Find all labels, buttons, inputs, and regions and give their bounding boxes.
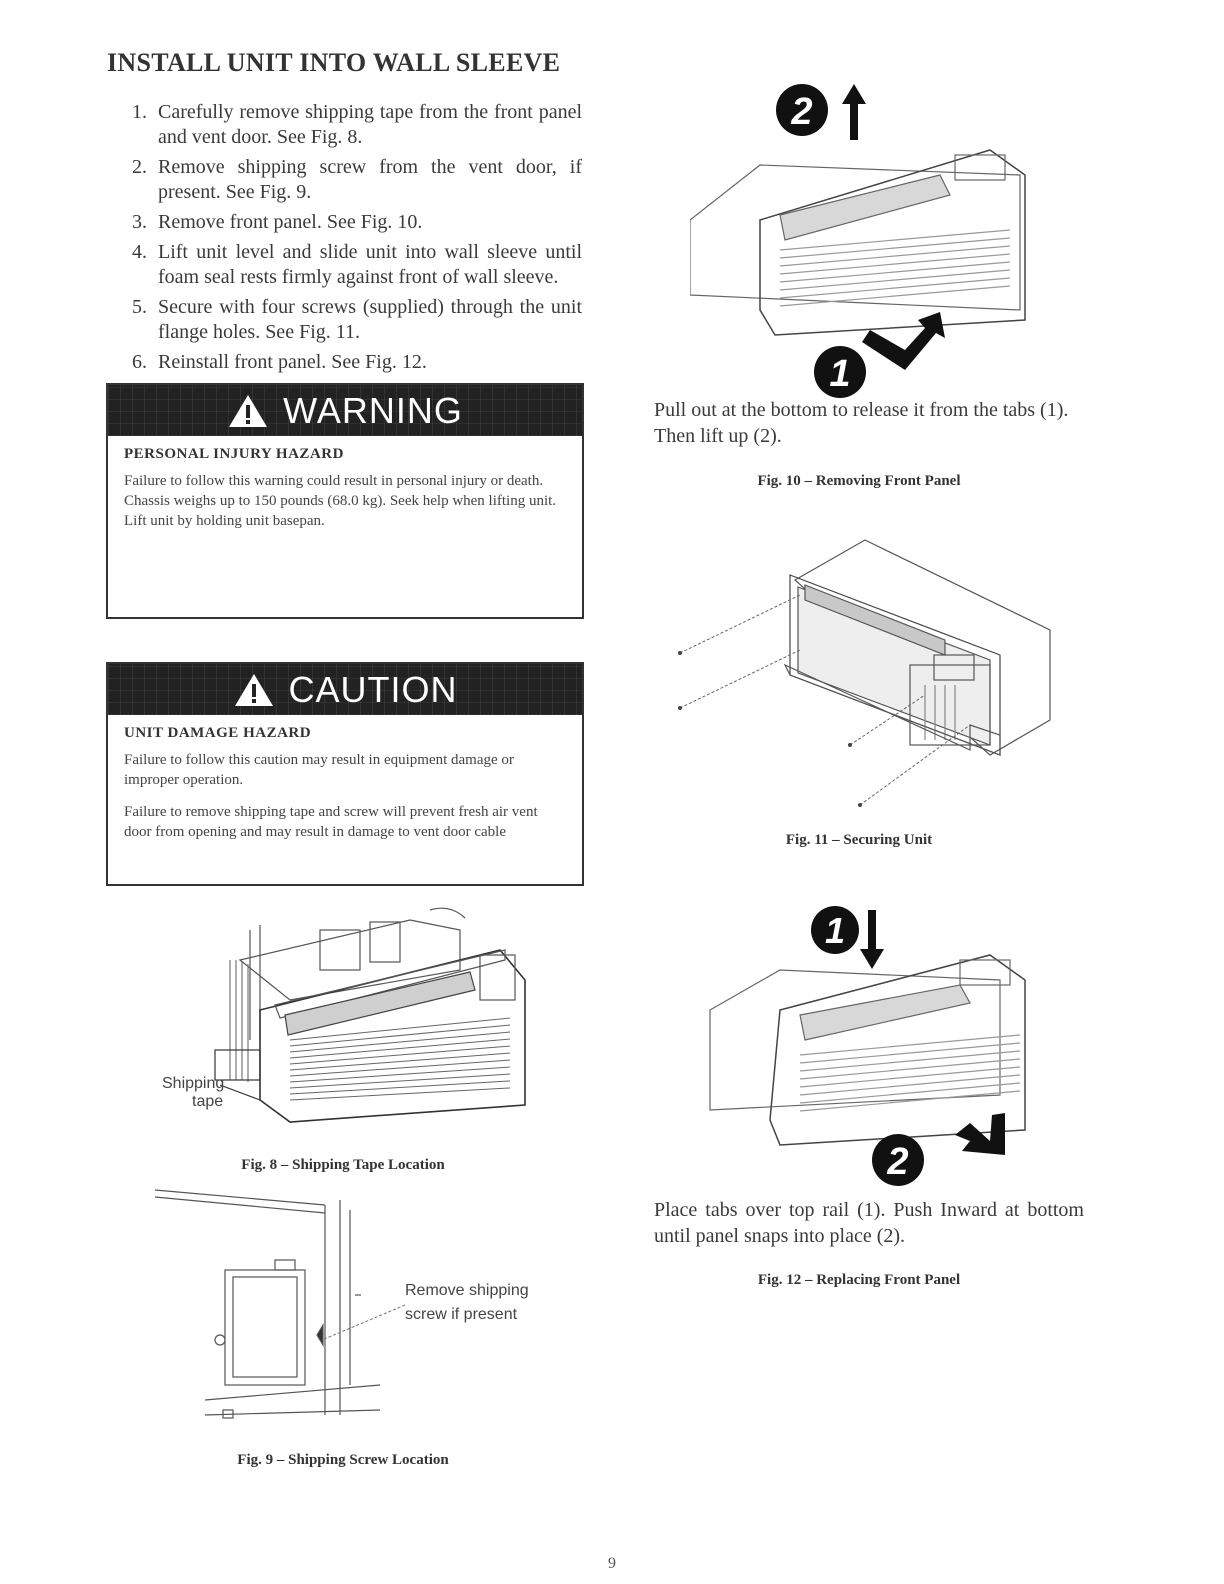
list-item (108, 295, 582, 345)
list-item (108, 210, 582, 235)
fig9-callout-line: screw if present (405, 1306, 518, 1323)
fig10-removing-panel-illustration (690, 80, 1050, 400)
step-number: 6. (132, 351, 147, 373)
step-number: 3. (132, 211, 147, 233)
fig9-caption: Fig. 9 – Shipping Screw Location (237, 1452, 449, 1468)
caution-header (108, 664, 582, 715)
fig8-caption: Fig. 8 – Shipping Tape Location (241, 1157, 445, 1173)
step-number: 2. (132, 156, 147, 178)
list-item (108, 155, 582, 205)
warning-hazard-title: PERSONAL INJURY HAZARD (124, 446, 344, 462)
caution-label: CAUTION (288, 668, 458, 710)
warning-label: WARNING (283, 389, 463, 431)
caution-hazard-title: UNIT DAMAGE HAZARD (124, 725, 312, 741)
fig10-step-badge: 1 (829, 353, 851, 395)
fig8-callout-line: tape (192, 1093, 224, 1110)
fig9-callout-line: Remove shipping (405, 1282, 529, 1299)
caution-text: Failure to follow this caution may result in equipment damage or improper operation. (124, 752, 514, 788)
step-number: 4. (132, 241, 147, 263)
list-item (108, 350, 582, 375)
step-text: Secure with four screws (supplied) through the unit flange holes. See Fig. 11. (158, 296, 582, 343)
fig8-callout (162, 1075, 224, 1111)
warning-box (106, 383, 584, 619)
caution-text: Failure to remove shipping tape and screw will prevent fresh air vent door from opening and may result in damage to vent door cable (124, 804, 538, 840)
fig12-caption: Fig. 12 – Replacing Front Panel (757, 1272, 961, 1288)
fig10-step-badge: 2 (791, 91, 813, 133)
warning-triangle-icon (233, 672, 275, 708)
step-text: Remove front panel. See Fig. 10. (158, 211, 423, 233)
fig10-caption: Fig. 10 – Removing Front Panel (757, 473, 961, 489)
fig10-description: Pull out at the bottom to release it from the tabs (1). Then lift up (2). (654, 399, 1069, 447)
step-number: 1. (132, 101, 147, 123)
step-text: Reinstall front panel. See Fig. 12. (158, 351, 427, 373)
fig12-description: Place tabs over top rail (1). Push Inward at bottom until panel snaps into place (2). (654, 1199, 1084, 1247)
caution-box (106, 662, 584, 886)
list-item (108, 100, 582, 150)
page-number: 9 (608, 1555, 616, 1572)
warning-header (108, 385, 582, 436)
fig8-callout-line: Shipping (162, 1075, 225, 1092)
step-text: Remove shipping screw from the vent door, if present. See Fig. 9. (158, 156, 582, 203)
fig9-callout-leader (320, 1300, 410, 1345)
fig9-callout (405, 1279, 529, 1327)
warning-text: Failure to follow this warning could result in personal injury or death. (124, 473, 544, 489)
install-steps-list (108, 100, 582, 380)
fig11-caption: Fig. 11 – Securing Unit (785, 832, 933, 848)
fig12-step-badge: 1 (824, 910, 846, 951)
warning-triangle-icon (227, 393, 269, 429)
step-text: Carefully remove shipping tape from the front panel and vent door. See Fig. 8. (158, 101, 582, 148)
step-number: 5. (132, 296, 147, 318)
section-title: INSTALL UNIT INTO WALL SLEEVE (107, 48, 561, 77)
step-text: Lift unit level and slide unit into wall sleeve until foam seal rests firmly against front of wall sleeve. (158, 241, 582, 288)
fig11-securing-unit-illustration (670, 525, 1070, 815)
list-item (108, 240, 582, 290)
warning-text: Chassis weighs up to 150 pounds (68.0 kg). Seek help when lifting unit. (124, 493, 557, 509)
warning-text: Lift unit by holding unit basepan. (124, 513, 325, 529)
fig12-replacing-panel-illustration (700, 905, 1040, 1190)
fig12-step-badge: 2 (887, 1141, 909, 1183)
